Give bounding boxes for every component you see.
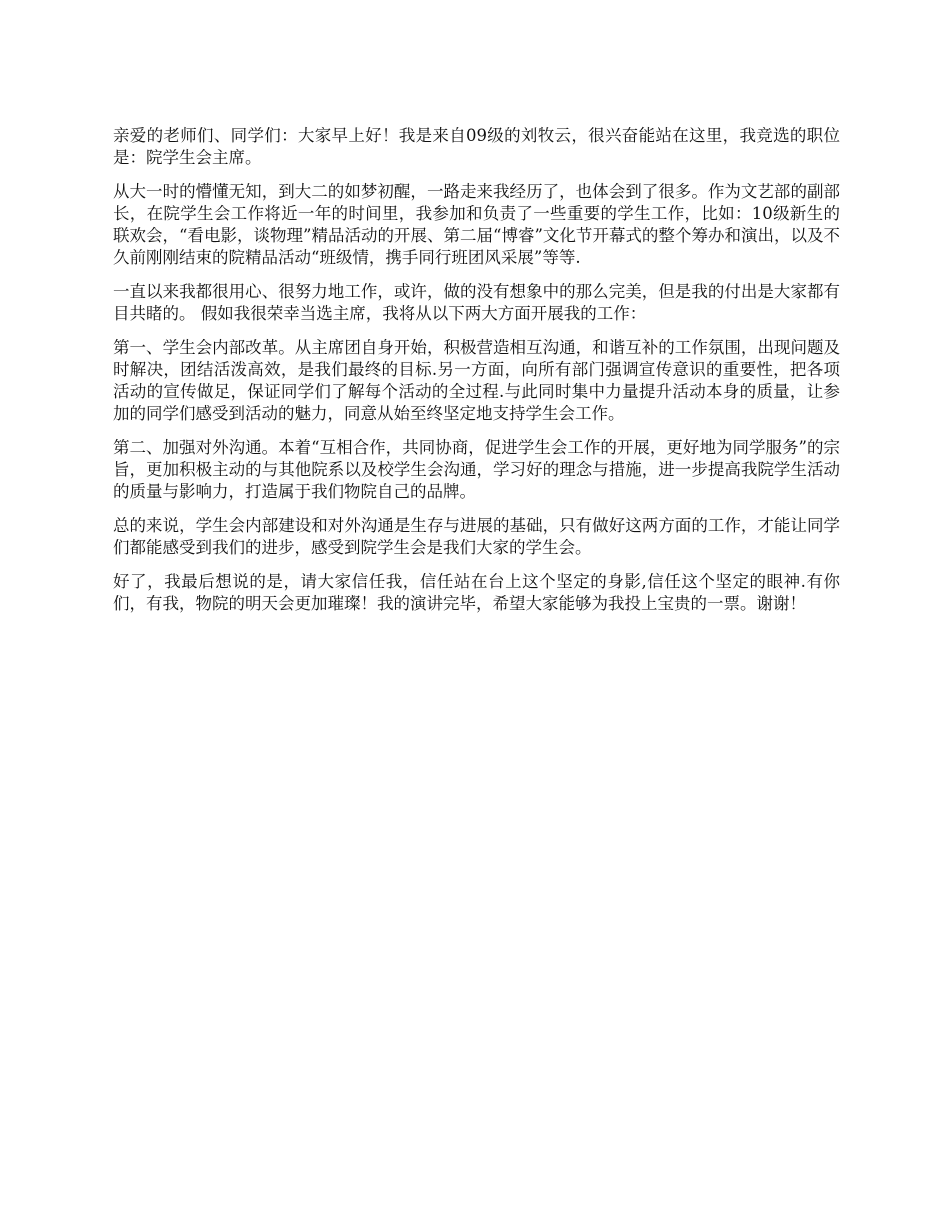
paragraph-closing: 好了，我最后想说的是，请大家信任我，信任站在台上这个坚定的身影,信任这个坚定的眼神.有你们，有我，物院的明天会更加璀璨！我的演讲完毕，希望大家能够为我投上宝贵的一票。谢谢！ — [113, 572, 840, 613]
paragraph-greeting: 亲爱的老师们、同学们：大家早上好！我是来自09级的刘牧云，很兴奋能站在这里，我竞选的职位是：院学生会主席。 — [113, 126, 840, 167]
paragraph-summary: 总的来说，学生会内部建设和对外沟通是生存与进展的基础，只有做好这两方面的工作，才能让同学们都能感受到我们的进步，感受到院学生会是我们大家的学生会。 — [113, 516, 840, 557]
paragraph-commitment: 一直以来我都很用心、很努力地工作，或许，做的没有想象中的那么完美，但是我的付出是大家都有目共睹的。 假如我很荣幸当选主席，我将从以下两大方面开展我的工作： — [113, 282, 840, 323]
paragraph-experience: 从大一时的懵懂无知，到大二的如梦初醒，一路走来我经历了，也体会到了很多。作为文艺部的副部长，在院学生会工作将近一年的时间里，我参加和负责了一些重要的学生工作，比如：10级新生的联欢会，“看电影，谈物理”精品活动的开展、第二届“博睿”文化节开幕式的整个筹办和演出，以及不久前刚刚结束的院精品活动“班级情，携手同行班团风采展”等等. — [113, 182, 840, 267]
speech-body — [113, 125, 840, 627]
paragraph-external-communication: 第二、加强对外沟通。本着“互相合作，共同协商，促进学生会工作的开展，更好地为同学服务”的宗旨，更加积极主动的与其他院系以及校学生会沟通，学习好的理念与措施，进一步提高我院学生活动的质量与影响力，打造属于我们物院自己的品牌。 — [113, 438, 840, 501]
paragraph-internal-reform: 第一、学生会内部改革。从主席团自身开始，积极营造相互沟通，和谐互补的工作氛围，出现问题及时解决，团结活泼高效，是我们最终的目标.另一方面，向所有部门强调宣传意识的重要性，把各项活动的宣传做足，保证同学们了解每个活动的全过程.与此同时集中力量提升活动本身的质量，让参加的同学们感受到活动的魅力，同意从始至终坚定地支持学生会工作。 — [113, 338, 840, 423]
